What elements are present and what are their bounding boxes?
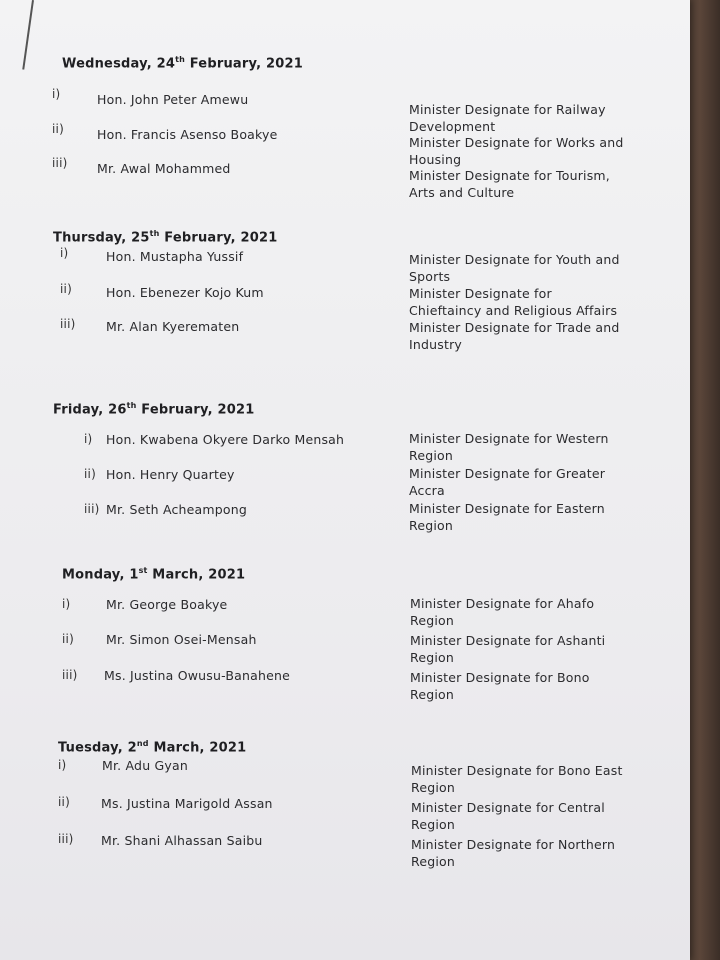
nominee-role: Minister Designate for Ashanti Region xyxy=(410,633,606,665)
nominee-name: Hon. Henry Quartey xyxy=(106,467,235,482)
nominee-name: Hon. Kwabena Okyere Darko Mensah xyxy=(106,432,345,447)
row-number: ii) xyxy=(62,632,74,646)
nominee-role: Minister Designate for Eastern Region xyxy=(409,501,605,533)
row-number: iii) xyxy=(52,156,68,170)
nominee-role: Minister Designate for Bono East Region xyxy=(411,763,623,795)
section-heading: Monday, 1st March, 2021 xyxy=(62,566,246,583)
nominee-role: Minister Designate for Ahafo Region xyxy=(410,596,595,628)
row-number: i) xyxy=(62,597,71,611)
section-heading: Friday, 26th February, 2021 xyxy=(53,401,255,418)
row-number: i) xyxy=(58,758,67,772)
nominee-name: Ms. Justina Marigold Assan xyxy=(101,796,273,811)
nominee-name: Hon. Mustapha Yussif xyxy=(106,249,244,264)
nominee-name: Hon. John Peter Amewu xyxy=(97,92,249,107)
nominee-role: Minister Designate for Northern Region xyxy=(411,837,616,869)
nominee-role: Minister Designate for Trade and Industry xyxy=(409,320,620,352)
nominee-name: Mr. Shani Alhassan Saibu xyxy=(101,833,263,848)
nominee-role: Minister Designate for Works and Housing xyxy=(409,135,624,167)
section-heading: Wednesday, 24th February, 2021 xyxy=(62,55,303,72)
nominee-role: Minister Designate for Western Region xyxy=(409,431,609,463)
section-heading: Tuesday, 2nd March, 2021 xyxy=(58,739,247,756)
row-number: ii) xyxy=(52,122,64,136)
desk-background xyxy=(686,0,720,960)
row-number: iii) xyxy=(58,832,74,846)
row-number: ii) xyxy=(84,467,96,481)
nominee-role: Minister Designate for Railway Development xyxy=(409,102,606,134)
nominee-name: Mr. Adu Gyan xyxy=(102,758,188,773)
paper-edge-line xyxy=(22,0,34,70)
row-number: ii) xyxy=(60,282,72,296)
nominee-name: Mr. George Boakye xyxy=(106,597,228,612)
nominee-name: Hon. Francis Asenso Boakye xyxy=(97,127,278,142)
row-number: i) xyxy=(84,432,93,446)
row-number: iii) xyxy=(84,502,100,516)
nominee-name: Hon. Ebenezer Kojo Kum xyxy=(106,285,264,300)
nominee-role: Minister Designate for Greater Accra xyxy=(409,466,606,498)
nominee-role: Minister Designate for Youth and Sports xyxy=(409,252,620,284)
nominee-name: Mr. Alan Kyerematen xyxy=(106,319,240,334)
row-number: iii) xyxy=(60,317,76,331)
nominee-name: Mr. Awal Mohammed xyxy=(97,161,231,176)
nominee-name: Mr. Simon Osei-Mensah xyxy=(106,632,257,647)
section-heading: Thursday, 25th February, 2021 xyxy=(53,229,278,246)
row-number: iii) xyxy=(62,668,78,682)
nominee-name: Mr. Seth Acheampong xyxy=(106,502,248,517)
nominee-name: Ms. Justina Owusu-Banahene xyxy=(104,668,291,683)
nominee-role: Minister Designate for Central Region xyxy=(411,800,605,832)
nominee-role: Minister Designate for Chieftaincy and Religious Affairs xyxy=(409,286,618,318)
nominee-role: Minister Designate for Tourism, Arts and Culture xyxy=(409,168,610,200)
row-number: i) xyxy=(52,87,61,101)
nominee-role: Minister Designate for Bono Region xyxy=(410,670,590,702)
row-number: ii) xyxy=(58,795,70,809)
row-number: i) xyxy=(60,246,69,260)
